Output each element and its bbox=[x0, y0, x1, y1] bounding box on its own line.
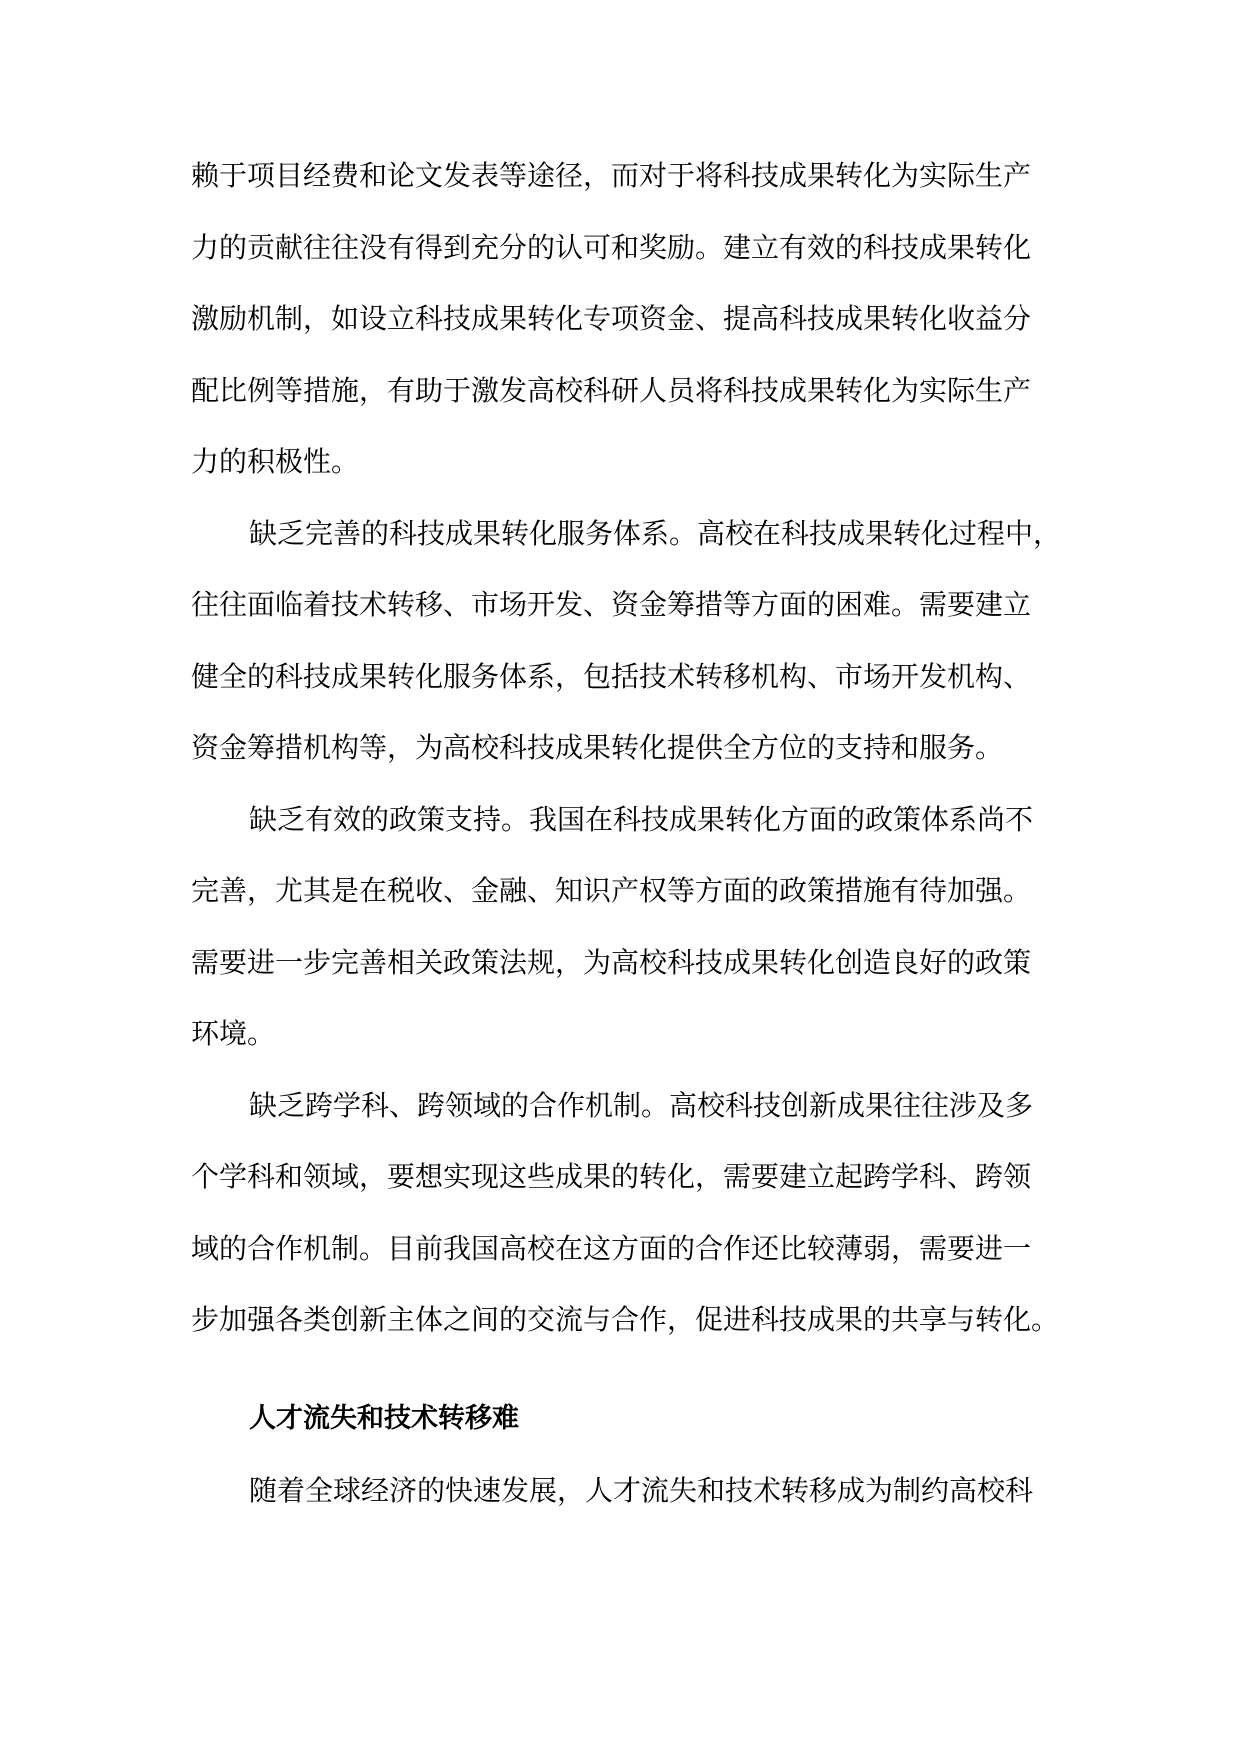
document-body bbox=[191, 140, 1062, 1526]
text-line: 往往面临着技术转移、市场开发、资金筹措等方面的困难。需要建立 bbox=[191, 588, 1032, 621]
text-line: 健全的科技成果转化服务体系，包括技术转移机构、市场开发机构、 bbox=[191, 659, 1032, 693]
paragraph-policy-support bbox=[191, 784, 1051, 1070]
paragraph-incentive-mechanism bbox=[191, 140, 1051, 498]
text-line: 步加强各类创新主体之间的交流与合作，促进科技成果的共享与转化。 bbox=[191, 1303, 1060, 1336]
text-line: 缺乏有效的政策支持。我国在科技成果转化方面的政策体系尚不 bbox=[249, 802, 1034, 836]
text-line: 力的积极性。 bbox=[191, 445, 360, 478]
text-line: 完善，尤其是在税收、金融、知识产权等方面的政策措施有待加强。 bbox=[191, 874, 1032, 907]
paragraph-cross-discipline bbox=[191, 1070, 1060, 1356]
text-line: 缺乏跨学科、跨领域的合作机制。高校科技创新成果往往涉及多 bbox=[249, 1088, 1034, 1122]
text-line: 配比例等措施，有助于激发高校科研人员将科技成果转化为实际生产 bbox=[191, 373, 1032, 407]
text-line: 个学科和领域，要想实现这些成果的转化，需要建立起跨学科、跨领 bbox=[191, 1160, 1032, 1193]
text-line: 激励机制，如设立科技成果转化专项资金、提高科技成果转化收益分 bbox=[191, 302, 1032, 335]
text-line: 环境。 bbox=[191, 1017, 276, 1050]
text-line: 资金筹措机构等，为高校科技成果转化提供全方位的支持和服务。 bbox=[191, 731, 1004, 764]
section-heading: 人才流失和技术转移难 bbox=[249, 1402, 519, 1434]
text-line: 缺乏完善的科技成果转化服务体系。高校在科技成果转化过程中， bbox=[249, 516, 1062, 550]
text-line: 赖于项目经费和论文发表等途径，而对于将科技成果转化为实际生产 bbox=[191, 159, 1032, 192]
paragraph-talent-loss bbox=[191, 1455, 1051, 1527]
paragraph-service-system bbox=[191, 498, 1062, 784]
text-line: 需要进一步完善相关政策法规，为高校科技成果转化创造良好的政策 bbox=[191, 945, 1032, 979]
text-line: 力的贡献往往没有得到充分的认可和奖励。建立有效的科技成果转化 bbox=[191, 230, 1032, 264]
text-line: 域的合作机制。目前我国高校在这方面的合作还比较薄弱，需要进一 bbox=[191, 1231, 1032, 1265]
text-line: 随着全球经济的快速发展，人才流失和技术转移成为制约高校科 bbox=[249, 1473, 1034, 1507]
